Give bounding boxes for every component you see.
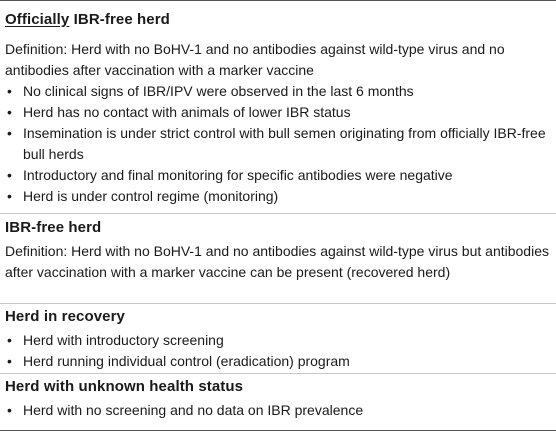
list-item-text: Herd running individual control (eradication) program	[23, 353, 350, 369]
bullet-icon: •	[7, 332, 12, 348]
criteria-list	[5, 330, 550, 372]
section-ibr-free	[5, 218, 550, 283]
bullet-icon: •	[7, 83, 12, 99]
table-bottom-rule	[0, 430, 556, 431]
heading-underlined-word: Officially	[5, 11, 70, 28]
section-unknown-status	[5, 377, 550, 421]
list-item-text: Insemination is under strict control with bull semen originating from officially IBR-free bull herds	[23, 125, 546, 162]
section-definition: Definition: Herd with no BoHV-1 and no antibodies against wild-type virus but antibodies after vaccination with a marker vaccine can be present (recovered herd)	[5, 243, 549, 280]
list-item	[5, 123, 550, 165]
list-item	[5, 81, 550, 102]
section-heading	[5, 10, 550, 30]
list-item	[5, 165, 550, 186]
list-item-text: Herd with introductory screening	[23, 332, 224, 348]
section-herd-in-recovery	[5, 307, 550, 372]
bullet-icon: •	[7, 167, 12, 183]
list-item-text: No clinical signs of IBR/IPV were observed in the last 6 months	[23, 83, 414, 99]
section-divider	[0, 303, 556, 304]
list-item-text: Herd with no screening and no data on IBR prevalence	[23, 402, 364, 418]
bullet-icon: •	[7, 353, 12, 369]
list-item	[5, 330, 550, 351]
list-item-text: Herd has no contact with animals of lower IBR status	[23, 104, 351, 120]
section-heading: IBR-free herd	[5, 219, 102, 236]
bullet-icon: •	[7, 125, 12, 141]
list-item-text: Introductory and final monitoring for specific antibodies were negative	[23, 167, 453, 183]
section-definition: Definition: Herd with no BoHV-1 and no antibodies against wild-type virus and no antibodies after vaccination with a marker vaccine	[5, 41, 505, 78]
section-heading: Herd with unknown health status	[5, 378, 244, 395]
section-officially-ibr-free	[5, 10, 550, 207]
list-item-text: Herd is under control regime (monitoring)	[23, 188, 279, 204]
bullet-icon: •	[7, 402, 12, 418]
bullet-icon: •	[7, 188, 12, 204]
table-top-rule	[0, 0, 556, 1]
list-item	[5, 351, 550, 372]
section-divider	[0, 213, 556, 214]
section-heading: Herd in recovery	[5, 308, 125, 325]
criteria-list	[5, 81, 550, 207]
list-item	[5, 400, 550, 421]
criteria-list	[5, 400, 550, 421]
list-item	[5, 186, 550, 207]
heading-rest: IBR-free herd	[69, 11, 170, 28]
bullet-icon: •	[7, 104, 12, 120]
list-item	[5, 102, 550, 123]
section-divider	[0, 373, 556, 374]
